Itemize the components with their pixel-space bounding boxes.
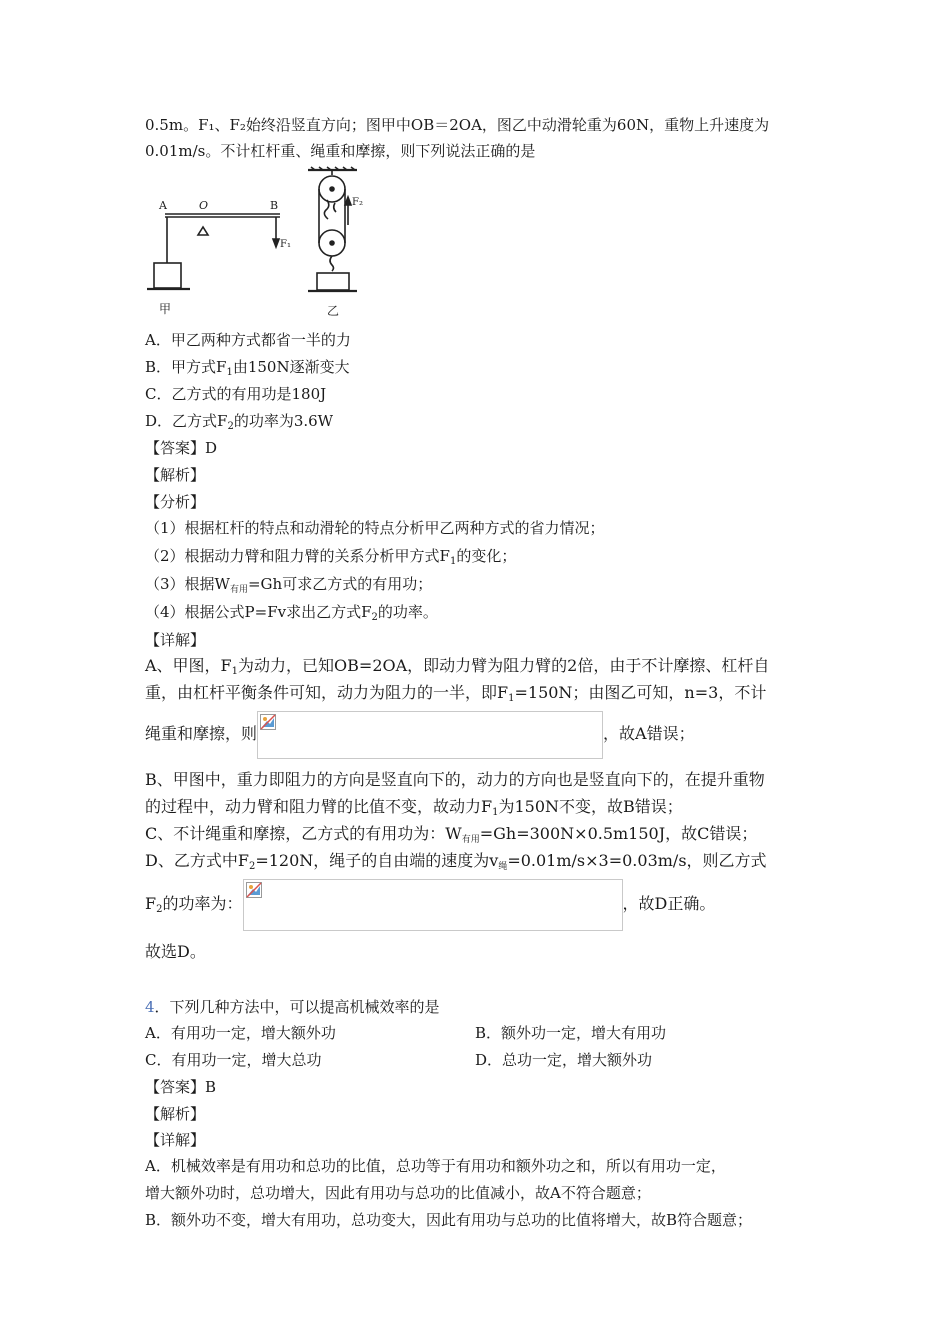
dd1-post: =0.01m/s×3=0.03m/s，则乙方式 bbox=[507, 851, 767, 870]
q3-option-d-post: 的功率为3.6W bbox=[233, 412, 334, 430]
q3-option-d-sub: 2 bbox=[227, 421, 234, 432]
q4-stem bbox=[145, 997, 440, 1017]
pulley-diagram bbox=[308, 167, 357, 291]
q3-fenxi-head: 【分析】 bbox=[145, 493, 206, 511]
q3-option-b-pre: B．甲方式F bbox=[145, 358, 227, 376]
q3-option-b-post: 由150N逐渐变大 bbox=[232, 358, 350, 376]
q4-stem-text: ．下列几种方法中，可以提高机械效率的是 bbox=[154, 998, 440, 1016]
label-o: O bbox=[199, 199, 209, 212]
fx3-sub: 有用 bbox=[229, 585, 248, 595]
broken-image-icon bbox=[246, 882, 262, 898]
dd1-pre: D、乙方式中F bbox=[145, 851, 249, 870]
label-f2: F₂ bbox=[352, 197, 363, 208]
fx2-sub: 1 bbox=[449, 556, 457, 567]
label-f1: F₁ bbox=[280, 239, 291, 250]
dd2-pre: F bbox=[145, 894, 157, 913]
q3-detail-d2 bbox=[145, 878, 715, 936]
q4-detail-a2: 增大额外功时，总功增大，因此有用功与总功的比值减小，故A不符合题意； bbox=[145, 1184, 651, 1202]
fx3-pre: （3）根据W bbox=[145, 575, 230, 593]
da3-pre: 绳重和摩擦，则 bbox=[145, 724, 258, 743]
q3-option-c: C．乙方式的有用功是180J bbox=[145, 385, 327, 403]
da1-pre: A、甲图，F bbox=[145, 656, 232, 675]
dc-pre: C、不计绳重和摩擦，乙方式的有用功为：W bbox=[145, 824, 462, 843]
q3-fenxi-2 bbox=[145, 546, 516, 572]
q3-figure bbox=[145, 165, 380, 325]
q4-answer: 【答案】B bbox=[145, 1078, 217, 1096]
fx3-post: =Gh可求乙方式的有用功； bbox=[247, 575, 433, 593]
q3-fenxi-1: （1）根据杠杆的特点和动滑轮的特点分析甲乙两种方式的省力情况； bbox=[145, 519, 605, 537]
da1-sub: 1 bbox=[231, 666, 239, 677]
fx2-post: 的变化； bbox=[456, 547, 517, 565]
formula-image-2 bbox=[243, 879, 623, 931]
q4-option-a: A．有用功一定，增大额外功 bbox=[145, 1024, 336, 1042]
q3-detail-a1 bbox=[145, 656, 769, 682]
q3-fenxi-3 bbox=[145, 574, 432, 600]
da1-post: 为动力，已知OB=2OA，即动力臂为阻力臂的2倍，由于不计摩擦、杠杆自 bbox=[238, 656, 770, 675]
q3-option-b-sub: 1 bbox=[226, 367, 233, 378]
db2-post: 为150N不变，故B错误； bbox=[498, 797, 683, 816]
q4-detail-head: 【详解】 bbox=[145, 1131, 206, 1149]
q4-analysis-head: 【解析】 bbox=[145, 1105, 206, 1123]
q3-analysis-head: 【解析】 bbox=[145, 466, 206, 484]
q3-stem-line2: 0.01m/s。不计杠杆重、绳重和摩擦，则下列说法正确的是 bbox=[145, 142, 536, 160]
q3-detail-d1 bbox=[145, 851, 767, 877]
q4-option-b: B．额外功一定，增大有用功 bbox=[475, 1024, 667, 1042]
q4-number: 4 bbox=[145, 998, 155, 1016]
q3-detail-b1: B、甲图中，重力即阻力的方向是竖直向下的，动力的方向也是竖直向下的，在提升重物 bbox=[145, 770, 765, 789]
q3-detail-head: 【详解】 bbox=[145, 631, 206, 649]
dd1-sub: 2 bbox=[248, 861, 256, 872]
dd2-sub: 2 bbox=[156, 904, 163, 915]
dd1-sub2: 绳 bbox=[498, 862, 508, 872]
dc-sub: 有用 bbox=[461, 835, 480, 845]
fx4-post: 的功率。 bbox=[377, 603, 438, 621]
q3-detail-b2 bbox=[145, 797, 683, 823]
dd2-mid: 的功率为： bbox=[162, 894, 243, 913]
q4-option-c: C．有用功一定，增大总功 bbox=[145, 1051, 322, 1069]
caption-yi: 乙 bbox=[327, 304, 340, 318]
fx2-pre: （2）根据动力臂和阻力臂的关系分析甲方式F bbox=[145, 547, 450, 565]
q3-answer: 【答案】D bbox=[145, 439, 218, 457]
q3-stem-line1: 0.5m。F₁、F₂始终沿竖直方向；图甲中OB＝2OA，图乙中动滑轮重为60N，重物上升速度为 bbox=[145, 116, 770, 134]
lever-diagram bbox=[147, 214, 280, 289]
fx4-sub: 2 bbox=[371, 612, 378, 623]
fx4-pre: （4）根据公式P=Fv求出乙方式F bbox=[145, 603, 372, 621]
dd2-post: ，故D正确。 bbox=[622, 894, 716, 913]
db2-sub: 1 bbox=[492, 807, 499, 818]
da3-post: ，故A错误； bbox=[603, 724, 695, 743]
da2-post: =150N；由图乙可知，n=3，不计 bbox=[514, 683, 767, 702]
db2-pre: 的过程中，动力臂和阻力臂的比值不变，故动力F bbox=[145, 797, 493, 816]
q3-option-d-pre: D．乙方式F bbox=[145, 412, 228, 430]
q3-conclusion: 故选D。 bbox=[145, 942, 206, 961]
dc-post: =Gh=300N×0.5m150J，故C错误； bbox=[479, 824, 758, 843]
da2-sub: 1 bbox=[508, 693, 515, 704]
q3-fenxi-4 bbox=[145, 602, 438, 628]
q3-option-b bbox=[145, 357, 350, 383]
q4-detail-b: B．额外功不变，增大有用功，总功变大，因此有用功与总功的比值将增大，故B符合题意； bbox=[145, 1211, 753, 1229]
q4-option-d: D．总功一定，增大额外功 bbox=[475, 1051, 653, 1069]
q3-detail-a3 bbox=[145, 710, 695, 759]
broken-image-icon bbox=[260, 714, 276, 730]
q4-detail-a1: A．机械效率是有用功和总功的比值，总功等于有用功和额外功之和，所以有用功一定， bbox=[145, 1157, 726, 1175]
formula-image-1 bbox=[257, 711, 603, 759]
label-b: B bbox=[270, 199, 279, 212]
caption-jia: 甲 bbox=[159, 302, 172, 316]
da2-pre: 重，由杠杆平衡条件可知，动力为阻力的一半，即F bbox=[145, 683, 509, 702]
q3-detail-c bbox=[145, 824, 757, 850]
q3-detail-a2 bbox=[145, 683, 766, 709]
label-a: A bbox=[159, 199, 167, 212]
dd1-mid: =120N，绳子的自由端的速度为v bbox=[255, 851, 499, 870]
q3-option-a: A．甲乙两种方式都省一半的力 bbox=[145, 331, 351, 349]
q3-option-d bbox=[145, 411, 333, 437]
